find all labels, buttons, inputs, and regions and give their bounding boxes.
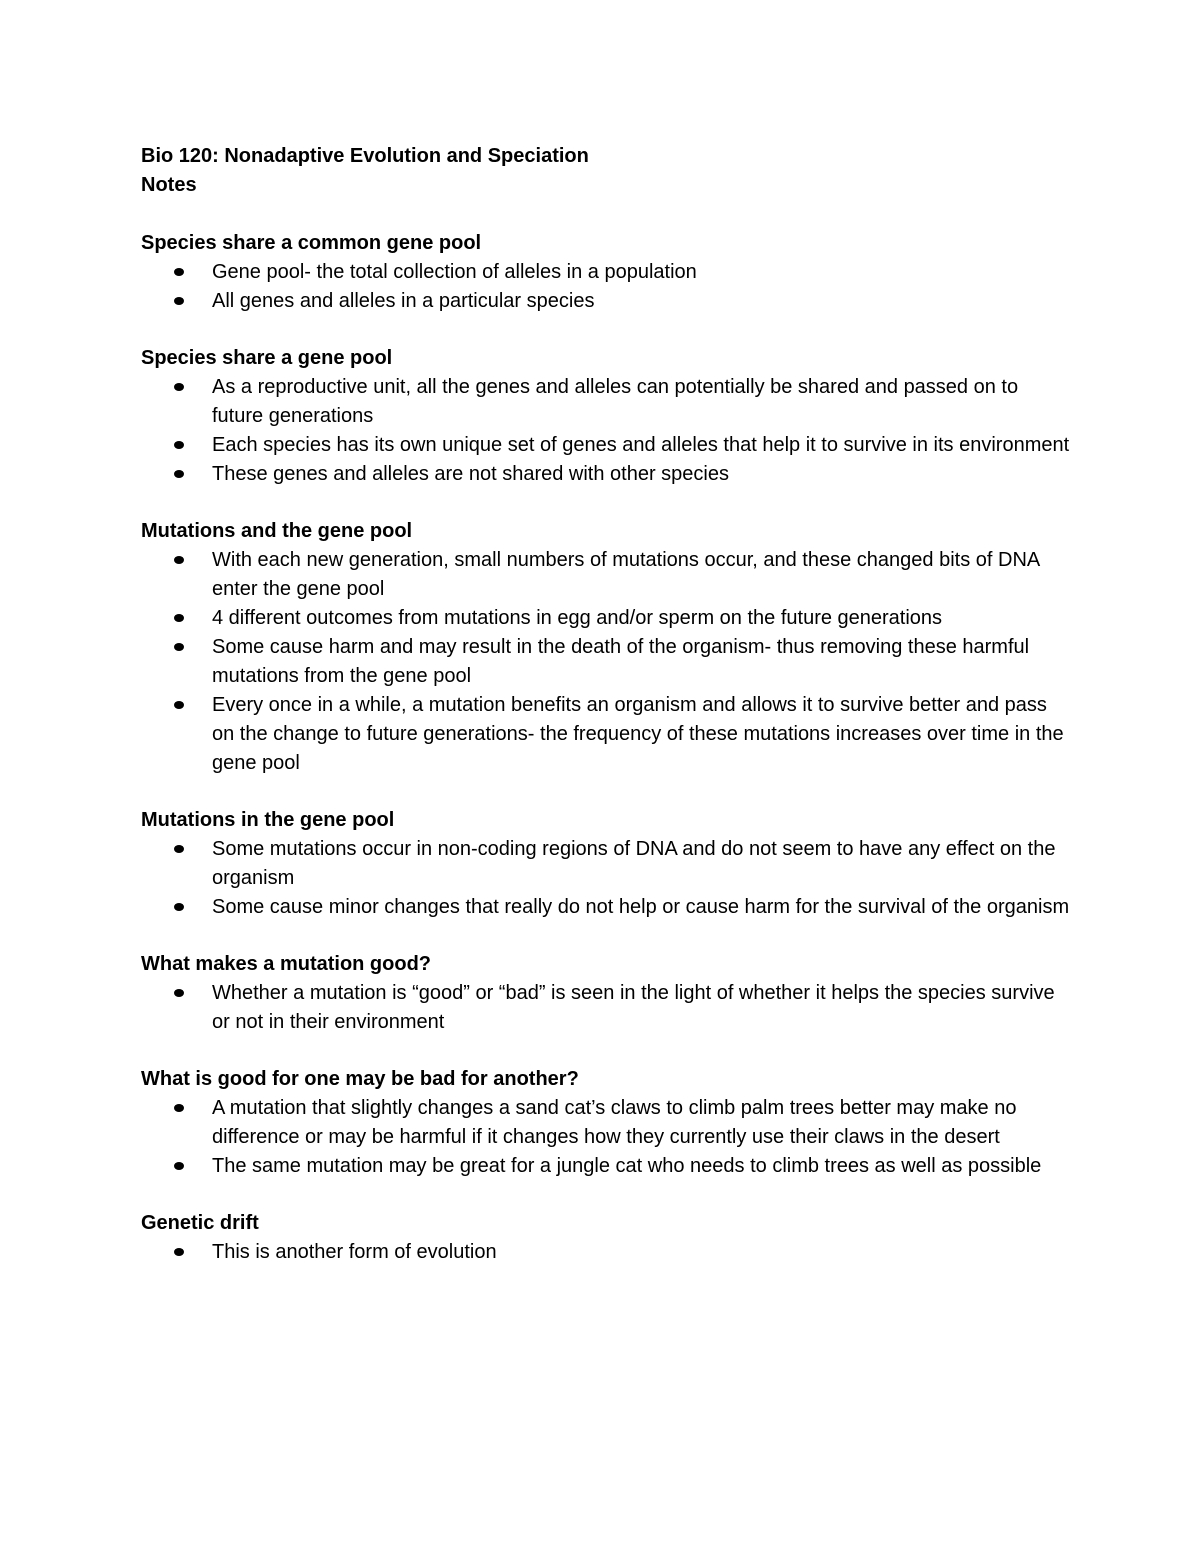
bullet-icon: [174, 268, 184, 276]
list-item: [141, 1238, 1071, 1267]
list-item: [141, 1152, 1071, 1181]
bullet-icon: [174, 845, 184, 853]
bullet-icon: [174, 643, 184, 651]
list-item: [141, 1094, 1071, 1152]
section-good-for-one: [141, 1065, 1071, 1181]
bullet-list: [141, 373, 1071, 489]
list-item: [141, 633, 1071, 691]
list-item-text: The same mutation may be great for a jungle cat who needs to climb trees as well as possible: [212, 1155, 1042, 1177]
list-item-text: Each species has its own unique set of genes and alleles that help it to survive in its environment: [212, 434, 1070, 456]
section-genetic-drift: [141, 1209, 1071, 1267]
bullet-icon: [174, 614, 184, 622]
bullet-icon: [174, 470, 184, 478]
section-heading: Genetic drift: [141, 1212, 259, 1234]
document-title: Bio 120: Nonadaptive Evolution and Speciation: [141, 145, 589, 167]
list-item-text: All genes and alleles in a particular species: [212, 290, 595, 312]
list-item: [141, 691, 1071, 778]
bullet-list: [141, 1094, 1071, 1181]
list-item: [141, 460, 1071, 489]
list-item: [141, 835, 1071, 893]
section-heading: What makes a mutation good?: [141, 953, 432, 975]
list-item-text: Whether a mutation is “good” or “bad” is seen in the light of whether it helps the species survive or not in their environment: [212, 982, 1055, 1033]
list-item: [141, 979, 1071, 1037]
section-heading: Species share a gene pool: [141, 347, 393, 369]
list-item-text: A mutation that slightly changes a sand cat’s claws to climb palm trees better may make no difference or may be harmful if it changes how they currently use their claws in the desert: [212, 1097, 1017, 1148]
bullet-icon: [174, 701, 184, 709]
bullet-icon: [174, 441, 184, 449]
list-item-text: Some mutations occur in non-coding regions of DNA and do not seem to have any effect on the organism: [212, 838, 1056, 889]
list-item-text: With each new generation, small numbers of mutations occur, and these changed bits of DNA enter the gene pool: [212, 549, 1040, 600]
bullet-list: [141, 1238, 1071, 1267]
list-item-text: Every once in a while, a mutation benefits an organism and allows it to survive better and pass on the change to future generations- the frequency of these mutations increases over time in the gene pool: [212, 694, 1064, 774]
list-item: [141, 893, 1071, 922]
list-item-text: Some cause minor changes that really do not help or cause harm for the survival of the organism: [212, 896, 1070, 918]
list-item-text: These genes and alleles are not shared with other species: [212, 463, 729, 485]
list-item-text: This is another form of evolution: [212, 1241, 497, 1263]
bullet-icon: [174, 1104, 184, 1112]
bullet-icon: [174, 1162, 184, 1170]
section-heading: Mutations and the gene pool: [141, 520, 413, 542]
section-heading: What is good for one may be bad for another?: [141, 1068, 579, 1090]
document-page: [141, 142, 1071, 1295]
list-item: [141, 287, 1071, 316]
list-item: [141, 604, 1071, 633]
document-subtitle: Notes: [141, 174, 197, 196]
bullet-icon: [174, 903, 184, 911]
list-item-text: Some cause harm and may result in the death of the organism- thus removing these harmful mutations from the gene pool: [212, 636, 1030, 687]
section-mutation-good: [141, 950, 1071, 1037]
section-common-gene-pool: [141, 229, 1071, 316]
list-item-text: Gene pool- the total collection of alleles in a population: [212, 261, 697, 283]
bullet-icon: [174, 556, 184, 564]
section-mutations-in-gene-pool: [141, 806, 1071, 922]
list-item-text: As a reproductive unit, all the genes and alleles can potentially be shared and passed on to future generations: [212, 376, 1019, 427]
bullet-list: [141, 835, 1071, 922]
bullet-icon: [174, 989, 184, 997]
list-item-text: 4 different outcomes from mutations in egg and/or sperm on the future generations: [212, 607, 943, 629]
bullet-list: [141, 546, 1071, 778]
section-heading: Species share a common gene pool: [141, 232, 482, 254]
bullet-list: [141, 258, 1071, 316]
bullet-list: [141, 979, 1071, 1037]
bullet-icon: [174, 1248, 184, 1256]
list-item: [141, 431, 1071, 460]
list-item: [141, 258, 1071, 287]
bullet-icon: [174, 297, 184, 305]
section-mutations-and-gene-pool: [141, 517, 1071, 778]
bullet-icon: [174, 383, 184, 391]
list-item: [141, 373, 1071, 431]
section-heading: Mutations in the gene pool: [141, 809, 395, 831]
list-item: [141, 546, 1071, 604]
section-share-gene-pool: [141, 344, 1071, 489]
